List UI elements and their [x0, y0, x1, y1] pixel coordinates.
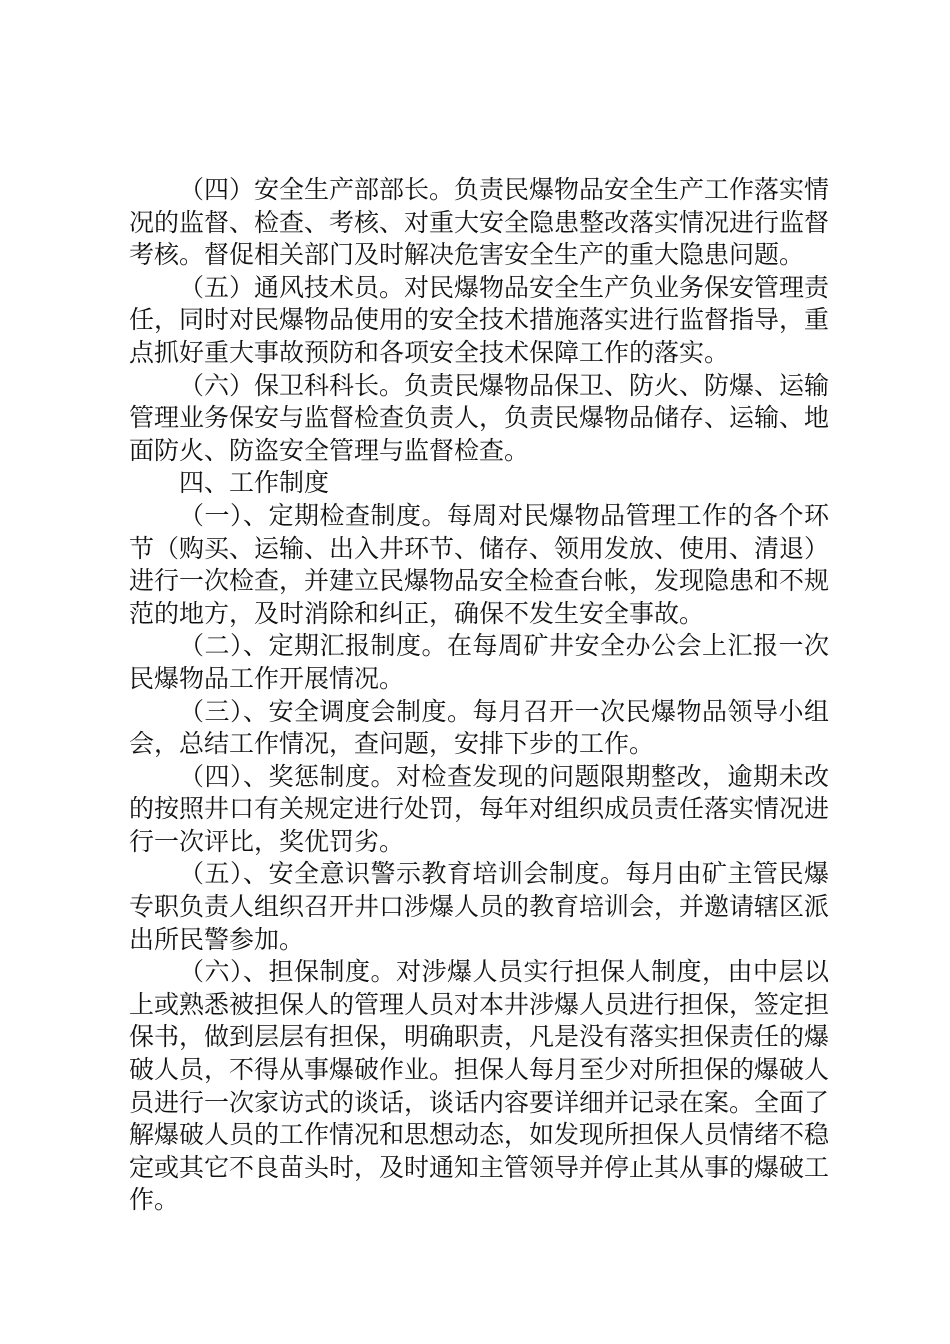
paragraph-regular-inspection: （一）、定期检查制度。每周对民爆物品管理工作的各个环节（购买、运输、出入井环节、储存、领用发放、使用、清退）进行一次检查，并建立民爆物品安全检查台帐，发现隐患和不规范的地方，及时消除和纠正，确保不发生安全事故。	[129, 500, 830, 628]
paragraph-ventilation-technician: （五）通风技术员。对民爆物品安全生产负业务保安管理责任，同时对民爆物品使用的安全技术措施落实进行监督指导，重点抓好重大事故预防和各项安全技术保障工作的落实。	[129, 272, 830, 367]
paragraph-guarantee-system: （六）、担保制度。对涉爆人员实行担保人制度，由中层以上或熟悉被担保人的管理人员对本井涉爆人员进行担保，签定担保书，做到层层有担保，明确职责，凡是没有落实担保责任的爆破人员，不得从事爆破作业。担保人每月至少对所担保的爆破人员进行一次家访式的谈话，谈话内容要详细并记录在案。全面了解爆破人员的工作情况和思想动态，如发现所担保人员情绪不稳定或其它不良苗头时，及时通知主管领导并停止其从事的爆破工作。	[129, 957, 830, 1215]
document-body	[129, 174, 829, 1217]
paragraph-safety-production-director: （四）安全生产部部长。负责民爆物品安全生产工作落实情况的监督、检查、考核、对重大安全隐患整改落实情况进行监督考核。督促相关部门及时解决危害安全生产的重大隐患问题。	[129, 175, 830, 270]
paragraph-safety-training: （五）、安全意识警示教育培训会制度。每月由矿主管民爆专职负责人组织召开井口涉爆人员的教育培训会，并邀请辖区派出所民警参加。	[129, 859, 830, 954]
paragraph-rewards-penalties: （四）、奖惩制度。对检查发现的问题限期整改，逾期未改的按照井口有关规定进行处罚，每年对组织成员责任落实情况进行一次评比，奖优罚劣。	[129, 761, 830, 856]
paragraph-regular-reporting: （二）、定期汇报制度。在每周矿井安全办公会上汇报一次民爆物品工作开展情况。	[129, 631, 829, 693]
paragraph-safety-dispatch-meeting: （三）、安全调度会制度。每月召开一次民爆物品领导小组会，总结工作情况，查问题，安排下步的工作。	[129, 696, 829, 759]
paragraph-security-section-chief: （六）保卫科科长。负责民爆物品保卫、防火、防爆、运输管理业务保安与监督检查负责人，负责民爆物品储存、运输、地面防火、防盗安全管理与监督检查。	[129, 370, 830, 465]
section-heading-work-system: 四、工作制度	[179, 468, 330, 498]
